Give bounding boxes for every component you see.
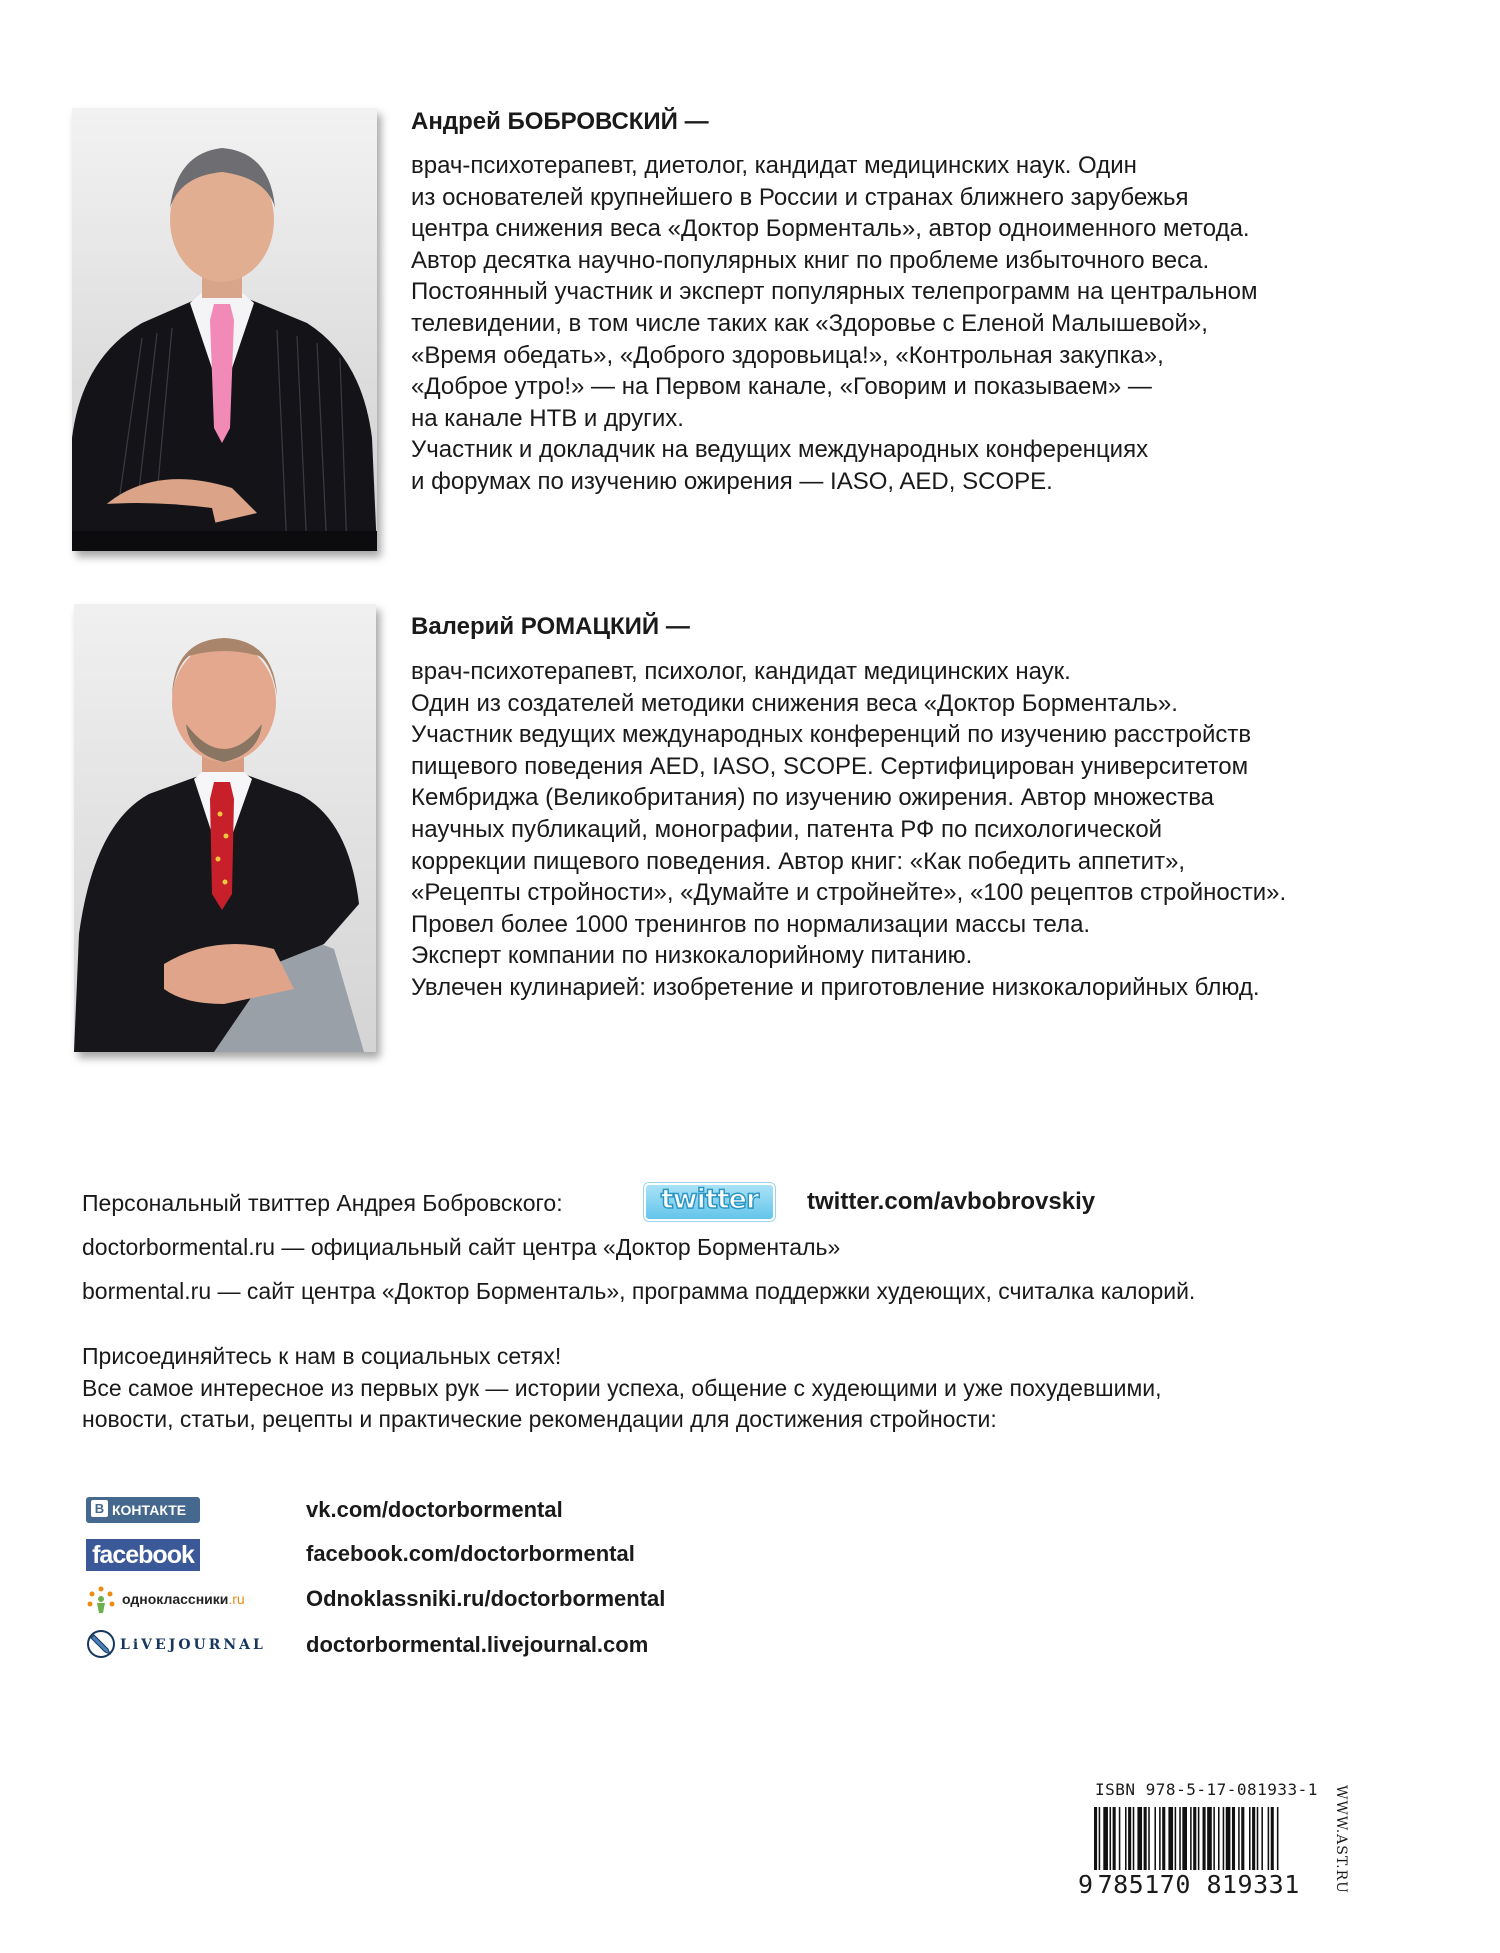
author-name-bobrovsky: Андрей БОБРОВСКИЙ — bbox=[411, 108, 709, 135]
author-bio-romatsky bbox=[411, 656, 1286, 1004]
odnoklassniki-icon bbox=[86, 1585, 116, 1615]
twitter-logo-text: twitter bbox=[660, 1184, 759, 1215]
facebook-link[interactable]: facebook.com/doctorbormental bbox=[306, 1541, 635, 1566]
barcode-digits-left: 785170 bbox=[1097, 1870, 1191, 1899]
site-line-doctorbormental[interactable]: doctorbormental.ru — официальный сайт центра «Доктор Борменталь» bbox=[82, 1234, 841, 1260]
social-row-odnoklassniki bbox=[0, 1583, 800, 1619]
author-name-romatsky: Валерий РОМАЦКИЙ — bbox=[411, 613, 690, 640]
vk-logo-mark: В bbox=[91, 1500, 108, 1517]
social-row-facebook bbox=[0, 1538, 800, 1574]
odnoklassniki-link[interactable]: Odnoklassniki.ru/doctorbormental bbox=[306, 1586, 666, 1611]
twitter-link[interactable]: twitter.com/avbobrovskiy bbox=[807, 1188, 1096, 1215]
odnoklassniki-logo-name: одноклассники bbox=[122, 1591, 229, 1607]
author-photo-romatsky bbox=[74, 604, 376, 1052]
bio-line: Постоянный участник и эксперт популярных телепрограмм на центральном bbox=[411, 278, 1258, 306]
bio-line: Участник и докладчик на ведущих международных конференциях bbox=[411, 436, 1149, 464]
author-bio-bobrovsky bbox=[411, 150, 1258, 498]
bio-line: «Рецепты стройности», «Думайте и стройнейте», «100 рецептов стройности». bbox=[411, 879, 1287, 907]
social-row-vk bbox=[0, 1494, 800, 1530]
bio-line: научных публикаций, монографии, патента РФ по психологической bbox=[411, 815, 1163, 843]
barcode-digits bbox=[1076, 1870, 1302, 1899]
bio-line: врач-психотерапевт, диетолог, кандидат медицинских наук. Один bbox=[411, 152, 1137, 179]
site-line-bormental[interactable]: bormental.ru — сайт центра «Доктор Борменталь», программа поддержки худеющих, считалка калорий. bbox=[82, 1278, 1196, 1304]
join-line: новости, статьи, рецепты и практические рекомендации для достижения стройности: bbox=[82, 1406, 997, 1432]
bio-line: на канале НТВ и других. bbox=[411, 404, 684, 432]
livejournal-logo[interactable] bbox=[86, 1627, 266, 1661]
livejournal-icon bbox=[86, 1629, 116, 1659]
odnoklassniki-logo-text bbox=[122, 1591, 245, 1607]
vk-logo-text: КОНТАКТЕ bbox=[112, 1502, 187, 1518]
bio-line: Участник ведущих международных конференций по изучению расстройств bbox=[411, 721, 1252, 749]
bio-line: Кембриджа (Великобритания) по изучению ожирения. Автор множества bbox=[411, 784, 1215, 812]
barcode-lead-digit: 9 bbox=[1078, 1870, 1094, 1899]
isbn-label: ISBN 978-5-17-081933-1 bbox=[1095, 1780, 1318, 1799]
vk-link[interactable]: vk.com/doctorbormental bbox=[306, 1497, 563, 1522]
bio-line: центра снижения веса «Доктор Борменталь», автор одноименного метода. bbox=[411, 215, 1250, 243]
barcode-digits-right: 819331 bbox=[1206, 1870, 1300, 1899]
bio-line: телевидении, в том числе таких как «Здоровье с Еленой Малышевой», bbox=[411, 309, 1208, 337]
bio-line: Эксперт компании по низкокалорийному питанию. bbox=[411, 942, 973, 970]
bio-line: «Время обедать», «Доброго здоровьица!», «Контрольная закупка», bbox=[411, 341, 1164, 369]
twitter-label: Персональный твиттер Андрея Бобровского: bbox=[82, 1190, 563, 1216]
bio-line: пищевого поведения AED, IASO, SCOPE. Сертифицирован университетом bbox=[411, 752, 1249, 780]
twitter-logo[interactable] bbox=[644, 1183, 775, 1221]
publisher-site: WWW.AST.RU bbox=[1333, 1785, 1349, 1894]
join-line: Все самое интересное из первых рук — истории успеха, общение с худеющими и уже похудевшими, bbox=[82, 1374, 1162, 1401]
bio-line: «Доброе утро!» — на Первом канале, «Говорим и показываем» — bbox=[411, 373, 1152, 401]
author-photo-bobrovsky bbox=[72, 108, 377, 551]
join-paragraph bbox=[82, 1341, 1162, 1436]
join-line: Присоединяйтесь к нам в социальных сетях! bbox=[82, 1343, 562, 1369]
bio-line: коррекции пищевого поведения. Автор книг: «Как победить аппетит», bbox=[411, 847, 1186, 875]
vk-logo[interactable] bbox=[86, 1497, 200, 1523]
livejournal-logo-text: LiVEJOURNAL bbox=[120, 1637, 266, 1653]
odnoklassniki-logo-suffix: .ru bbox=[228, 1591, 245, 1607]
facebook-logo[interactable]: facebook bbox=[86, 1539, 200, 1571]
bio-line: врач-психотерапевт, психолог, кандидат медицинских наук. bbox=[411, 658, 1071, 685]
bio-line: из основателей крупнейшего в России и странах ближнего зарубежья bbox=[411, 183, 1189, 211]
livejournal-link[interactable]: doctorbormental.livejournal.com bbox=[306, 1632, 649, 1657]
bio-line: Увлечен кулинарией: изобретение и приготовление низкокалорийных блюд. bbox=[411, 973, 1260, 1001]
bio-line: Провел более 1000 тренингов по нормализации массы тела. bbox=[411, 910, 1091, 938]
social-row-livejournal bbox=[0, 1627, 800, 1663]
bio-line: и форумах по изучению ожирения — IASO, AED, SCOPE. bbox=[411, 467, 1053, 495]
odnoklassniki-logo[interactable] bbox=[86, 1585, 256, 1615]
bio-line: Один из создателей методики снижения веса «Доктор Борменталь». bbox=[411, 689, 1178, 717]
bio-line: Автор десятка научно-популярных книг по проблеме избыточного веса. bbox=[411, 246, 1210, 274]
